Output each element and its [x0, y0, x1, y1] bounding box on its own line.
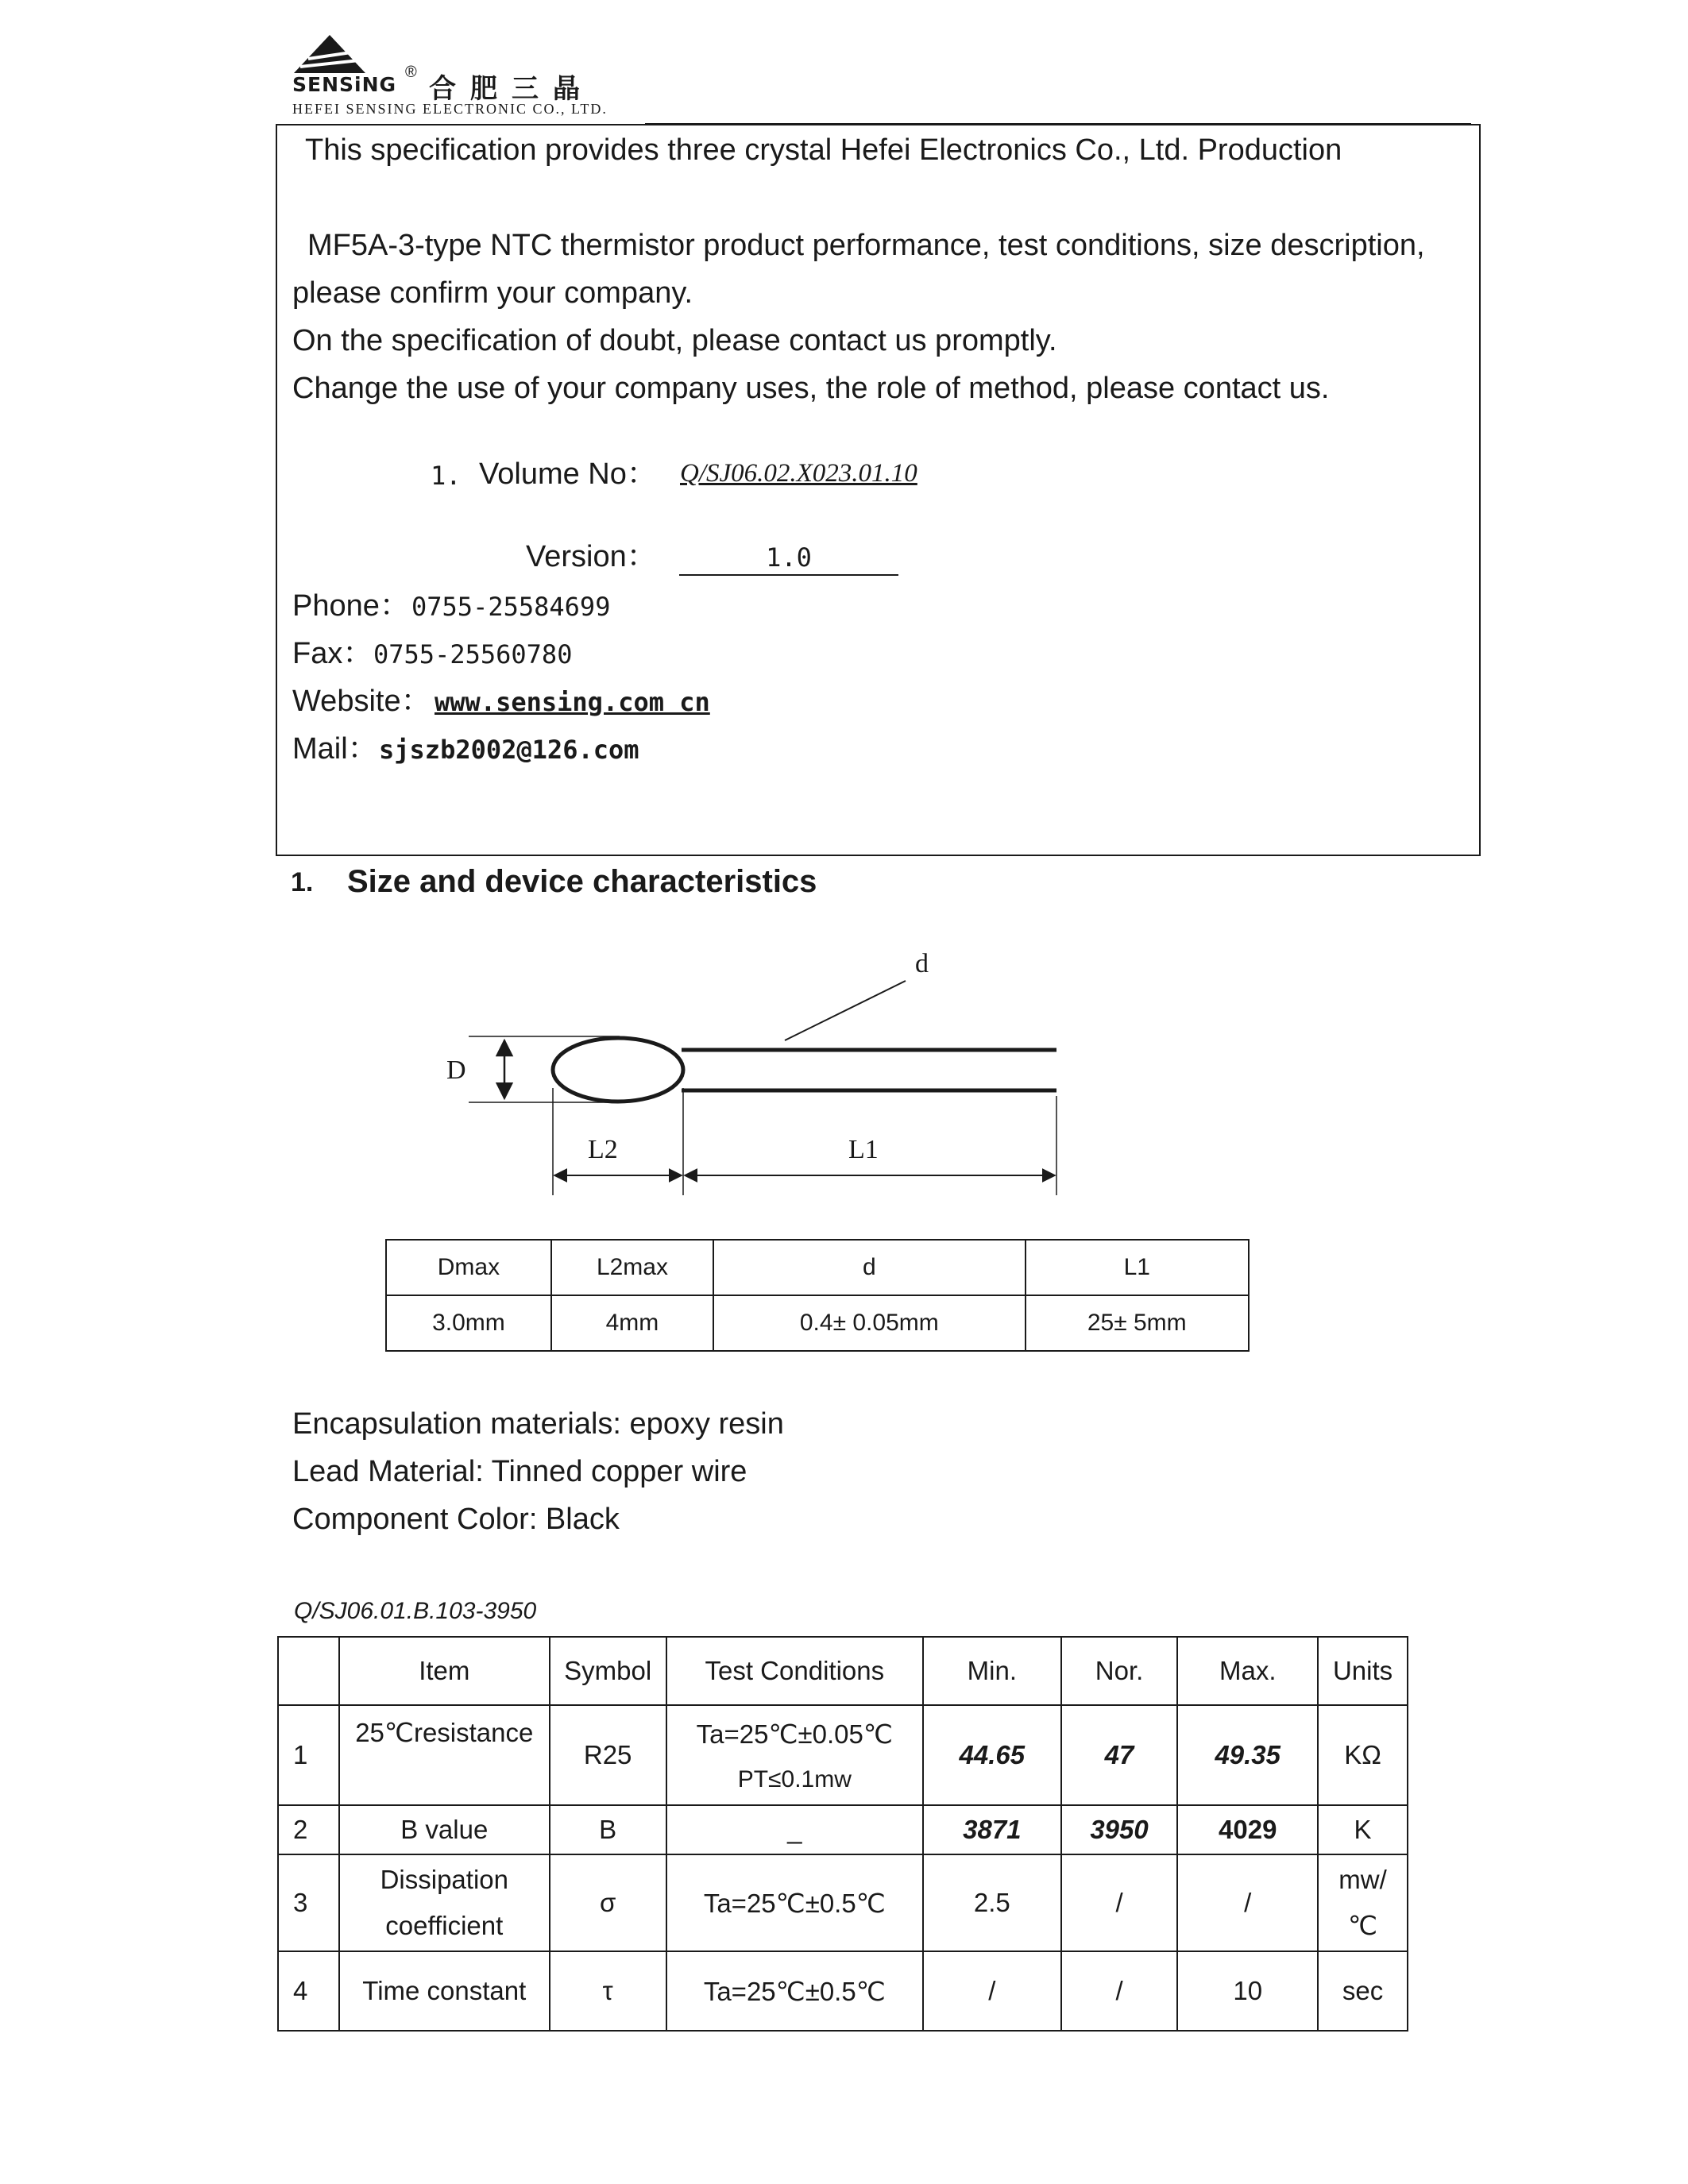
version-label: Version： [526, 540, 657, 573]
thermistor-body [553, 1038, 683, 1102]
row-units [1318, 1854, 1408, 1951]
brand-name-cn: 合肥三晶 [429, 73, 594, 105]
dim-header-l1: L1 [1026, 1240, 1249, 1295]
dim-value-l1: 25± 5mm [1026, 1295, 1249, 1351]
row-item-line-2: coefficient [385, 1911, 504, 1940]
dim-value-l2max: 4mm [551, 1295, 713, 1351]
intro-line-2: MF5A-3-type NTC thermistor product performance, test conditions, size description, [307, 229, 1425, 262]
volume-value: Q/SJ06.02.X023.01.10 [680, 459, 917, 488]
row-symbol: τ [550, 1951, 666, 2031]
spec-header-item: Item [339, 1637, 550, 1705]
row-item: B value [339, 1805, 550, 1854]
row-units-line-1: mw/ [1338, 1865, 1387, 1894]
row-units: KΩ [1318, 1705, 1408, 1805]
row-units-line-2: ℃ [1348, 1911, 1378, 1940]
label-L1: L1 [848, 1135, 879, 1164]
row-units: K [1318, 1805, 1408, 1854]
label-D: D [446, 1055, 466, 1085]
row-symbol: R25 [550, 1705, 666, 1805]
row-number: 2 [278, 1805, 339, 1854]
row-number: 4 [278, 1951, 339, 2031]
intro-line-5: Change the use of your company uses, the role of method, please contact us. [292, 372, 1330, 405]
table-row [278, 1705, 1408, 1805]
volume-number: 1. [431, 461, 462, 491]
row-condition-1: Ta=25℃±0.05℃ [696, 1719, 893, 1749]
row-max: 49.35 [1177, 1705, 1318, 1805]
encapsulation-material: Encapsulation materials: epoxy resin [292, 1407, 784, 1441]
phone-label: Phone： [292, 589, 410, 623]
d-leader-line [785, 981, 906, 1040]
dimension-table [385, 1239, 1250, 1352]
row-conditions [666, 1705, 923, 1805]
row-min: / [923, 1951, 1061, 2031]
website-label: Website： [292, 685, 431, 718]
intro-line-3: please confirm your company. [292, 276, 693, 310]
row-max: 4029 [1177, 1805, 1318, 1854]
section-title: Size and device characteristics [347, 864, 817, 899]
registered-mark: ® [405, 64, 417, 81]
company-name: HEFEI SENSING ELECTRONIC CO., LTD. [292, 101, 608, 117]
spec-header-min: Min. [923, 1637, 1061, 1705]
version-value: 1.0 [679, 541, 898, 576]
row-min: 44.65 [923, 1705, 1061, 1805]
dim-header-dmax: Dmax [386, 1240, 551, 1295]
spec-header-no [278, 1637, 339, 1705]
fax-label: Fax： [292, 637, 373, 670]
row-conditions: Ta=25℃±0.5℃ [666, 1854, 923, 1951]
label-d: d [915, 949, 929, 978]
fax-value: 0755-25560780 [373, 639, 573, 669]
intro-line-4: On the specification of doubt, please contact us promptly. [292, 324, 1057, 357]
label-L2: L2 [588, 1135, 618, 1164]
dim-header-d: d [713, 1240, 1025, 1295]
spec-header-conditions: Test Conditions [666, 1637, 923, 1705]
spec-header-symbol: Symbol [550, 1637, 666, 1705]
row-condition-2: PT≤0.1mw [737, 1766, 852, 1792]
row-max: / [1177, 1854, 1318, 1951]
sensing-logo-icon [294, 35, 365, 75]
row-conditions: Ta=25℃±0.5℃ [666, 1951, 923, 2031]
row-symbol: B [550, 1805, 666, 1854]
row-units: sec [1318, 1951, 1408, 2031]
component-color: Component Color: Black [292, 1503, 620, 1536]
row-conditions: _ [666, 1805, 923, 1854]
spec-header-units: Units [1318, 1637, 1408, 1705]
row-nor: 47 [1061, 1705, 1178, 1805]
spec-header-max: Max. [1177, 1637, 1318, 1705]
lead-material: Lead Material: Tinned copper wire [292, 1455, 747, 1488]
spec-code-label: Q/SJ06.01.B.103-3950 [294, 1598, 537, 1624]
dim-value-d: 0.4± 0.05mm [713, 1295, 1025, 1351]
table-row [278, 1805, 1408, 1854]
row-max: 10 [1177, 1951, 1318, 2031]
mail-link[interactable]: sjszb2002@126.com [379, 735, 639, 765]
brand-name: SENSiNG [292, 73, 397, 96]
row-nor: 3950 [1061, 1805, 1178, 1854]
volume-label: Volume No： [479, 457, 657, 491]
spec-table [277, 1636, 1408, 2032]
row-item-line-1: Dissipation [380, 1865, 508, 1894]
table-row [386, 1240, 1249, 1295]
table-row [278, 1951, 1408, 2031]
row-symbol: σ [550, 1854, 666, 1951]
row-item: Time constant [339, 1951, 550, 2031]
dim-header-l2max: L2max [551, 1240, 713, 1295]
row-min: 3871 [923, 1805, 1061, 1854]
row-item: 25℃resistance [339, 1705, 550, 1805]
thermistor-diagram [429, 937, 1080, 1207]
table-row [386, 1295, 1249, 1351]
table-row [278, 1854, 1408, 1951]
mail-label: Mail： [292, 732, 378, 766]
intro-line-1: This specification provides three crystal Hefei Electronics Co., Ltd. Production [305, 133, 1342, 167]
row-min: 2.5 [923, 1854, 1061, 1951]
row-number: 1 [278, 1705, 339, 1805]
row-nor: / [1061, 1951, 1178, 2031]
phone-value: 0755-25584699 [411, 592, 611, 622]
row-number: 3 [278, 1854, 339, 1951]
website-link[interactable]: www.sensing.com cn [435, 687, 710, 717]
row-item [339, 1854, 550, 1951]
section-number: 1. [291, 867, 314, 897]
row-nor: / [1061, 1854, 1178, 1951]
dim-value-dmax: 3.0mm [386, 1295, 551, 1351]
table-row [278, 1637, 1408, 1705]
spec-header-nor: Nor. [1061, 1637, 1178, 1705]
